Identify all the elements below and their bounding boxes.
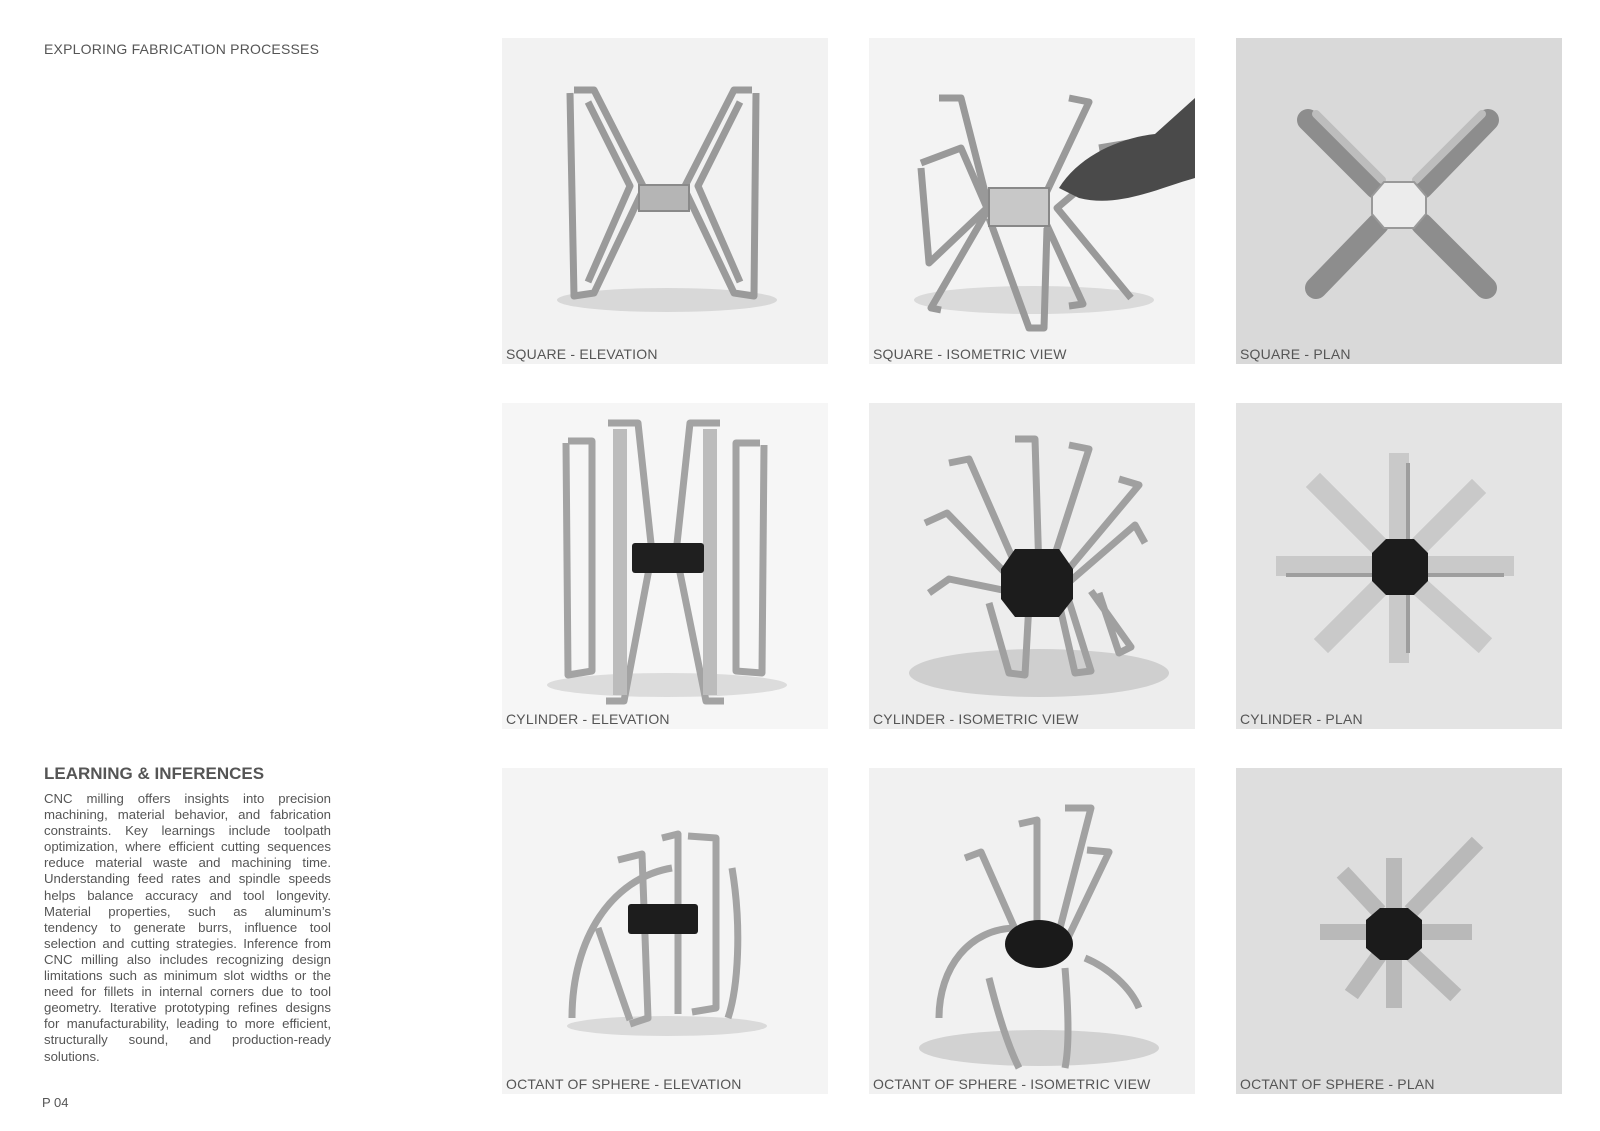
cylinder-elevation-image	[502, 403, 828, 729]
photo-cylinder-isometric	[869, 403, 1195, 729]
octant-elevation-image	[502, 768, 828, 1094]
photo-caption: SQUARE - ELEVATION	[506, 346, 658, 362]
photo-caption: SQUARE - PLAN	[1240, 346, 1351, 362]
page-title: EXPLORING FABRICATION PROCESSES	[44, 41, 320, 57]
photo-caption: SQUARE - ISOMETRIC VIEW	[873, 346, 1067, 362]
photo-cylinder-elevation	[502, 403, 828, 729]
photo-caption: CYLINDER - ELEVATION	[506, 711, 670, 727]
photo-cylinder-plan	[1236, 403, 1562, 729]
square-elevation-image	[502, 38, 828, 364]
square-isometric-image	[869, 38, 1195, 364]
octant-isometric-image	[869, 768, 1195, 1094]
photo-caption: CYLINDER - PLAN	[1240, 711, 1363, 727]
photo-square-isometric	[869, 38, 1195, 364]
learning-title: LEARNING & INFERENCES	[44, 764, 265, 783]
square-plan-image	[1236, 38, 1562, 364]
photo-square-plan	[1236, 38, 1562, 364]
photo-caption: OCTANT OF SPHERE - ISOMETRIC VIEW	[873, 1076, 1151, 1092]
photo-caption: CYLINDER - ISOMETRIC VIEW	[873, 711, 1079, 727]
photo-octant-plan	[1236, 768, 1562, 1094]
photo-caption: OCTANT OF SPHERE - PLAN	[1240, 1076, 1435, 1092]
photo-caption: OCTANT OF SPHERE - ELEVATION	[506, 1076, 742, 1092]
photo-square-elevation	[502, 38, 828, 364]
cylinder-plan-image	[1236, 403, 1562, 729]
octant-plan-image	[1236, 768, 1562, 1094]
cylinder-isometric-image	[869, 403, 1195, 729]
photo-octant-isometric	[869, 768, 1195, 1094]
learning-body: CNC milling offers insights into precision machining, material behavior, and fabrication constraints. Key learnings include toolpath optimization, where efficient cutting sequences reduce material waste and machining time. Understanding feed rates and spindle speeds helps balance accuracy and tool longevity. Material properties, such as aluminum’s tendency to generate burrs, influence tool selection and cutting strategies. Inference from CNC milling also includes recognizing design limitations such as minimum slot widths or the need for fillets in internal corners due to tool geometry. Iterative prototyping refines designs for manufacturability, leading to more efficient, structurally sound, and production-ready solutions.	[44, 791, 331, 1064]
photo-octant-elevation	[502, 768, 828, 1094]
page-number: P 04	[42, 1095, 69, 1110]
